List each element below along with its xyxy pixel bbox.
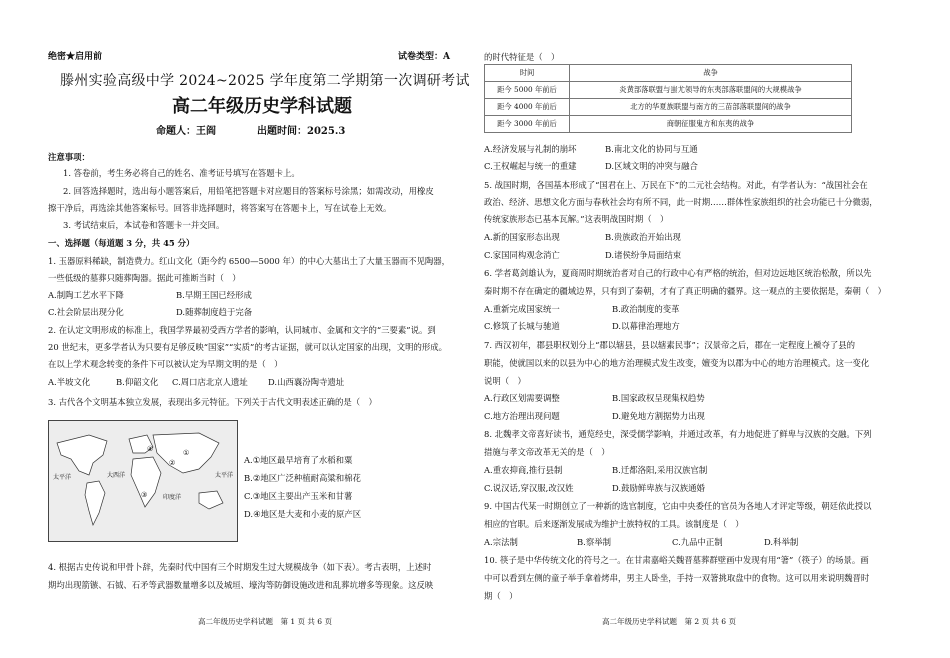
q9-stem-a: 9. 中国古代某一时期创立了一种新的选官制度，它由中央委任的官员为各地人才评定等级，朝廷依此授以: [484, 501, 872, 511]
q4-stem-a: 4. 根据古史传说和甲骨卜辞，先秦时代中国有三个时期发生过大规模战争（如下表）。考古表明，上述时: [48, 562, 432, 572]
map-label-pacific-east: 太平洋: [215, 472, 234, 479]
map-label-indian: 印度洋: [163, 494, 182, 501]
q8-stem-b: 措施与孝文帝改革无关的是（ ）: [484, 447, 610, 457]
page-2-footer: 高二年级历史学科试题 第 2 页 共 6 页: [602, 617, 736, 626]
q4-option-c: C.王权崛起与统一的重建: [484, 161, 577, 171]
section-1-title: 一、选择题（每道题 3 分，共 45 分）: [48, 238, 195, 248]
q9-option-b: B.察举制: [577, 537, 611, 547]
world-map-svg: [49, 421, 237, 541]
q6-option-a: A.重新完成国家统一: [484, 304, 560, 314]
q9-option-c: C.九品中正制: [672, 537, 723, 547]
q4-stem-c: 的时代特征是（ ）: [484, 52, 560, 62]
q8-option-b: B.迁都洛阳,采用汉族官制: [612, 465, 708, 475]
q7-option-c: C.地方治理出现问题: [484, 411, 560, 421]
q1-option-b: B.早期王国已经形成: [176, 290, 252, 300]
q7-option-d: D.避免地方割据势力出现: [612, 411, 705, 421]
q4-option-b: B.南北文化的协同与互通: [605, 144, 698, 154]
q9-option-a: A.宗法制: [484, 537, 518, 547]
q8-stem-a: 8. 北魏孝文帝喜好读书，通览经史，深受儒学影响，并通过改革，有力地促进了鲜卑与汉族的交融。下列: [484, 429, 872, 439]
q3-stem: 3. 古代各个文明基本独立发展，表现出多元特征。下列关于古代文明表述正确的是（ ）: [48, 397, 377, 407]
q2-option-c: C.周口店北京人遗址: [172, 377, 248, 387]
q8-option-c: C.说汉话,穿汉服,改汉姓: [484, 483, 574, 493]
q8-option-a: A.重农抑商,推行县制: [484, 465, 563, 475]
table-cell: 炎黄部落联盟与蚩尤领导的东夷部落联盟间的大规模战争: [570, 82, 852, 99]
q2-stem-a: 2. 在认定文明形成的标准上，我国学界最初受西方学者的影响，认同城市、金属和文字的“三要素”说。到: [48, 325, 436, 335]
secret-label: 绝密★启用前: [48, 52, 103, 62]
q10-stem-c: 期（ ）: [484, 591, 518, 601]
q7-option-b: B.国家政权呈现集权趋势: [612, 393, 705, 403]
table-cell: 商朝征服鬼方和东夷的战争: [570, 116, 852, 133]
table-row: [485, 99, 852, 116]
q7-stem-a: 7. 西汉初年，郡县职权划分上“郡以辖县，县以辖素民事”；汉景帝之后，郡在一定程度上褫夺了县的: [484, 340, 855, 350]
q6-option-d: D.以幕律治理地方: [612, 321, 680, 331]
q5-option-d: D.诸侯纷争局面结束: [605, 250, 682, 260]
war-table: [484, 64, 852, 133]
q1-option-d: D.随葬制度趋于完备: [176, 307, 253, 317]
q1-option-a: A.制陶工艺水平下降: [48, 290, 124, 300]
table-row: [485, 82, 852, 99]
note-1: 1. 答卷前，考生务必将自己的姓名、准考证号填写在答题卡上。: [63, 168, 300, 178]
q9-option-d: D.科举制: [764, 537, 799, 547]
q10-stem-b: 中可以看到左侧的童子举手拿着烤串，男主人卧坐，手持一双箸挑取盘中的食物。这可以用来说明魏晋时: [484, 573, 870, 583]
table-header-cell: 战争: [570, 65, 852, 82]
map-label-2: ②: [169, 459, 176, 467]
q4-stem-b: 期均出现箭镞、石钺、石矛等武器数量增多以及城垣、壕沟等防御设施改进和乱葬坑增多等现象。这反映: [48, 580, 434, 590]
q2-option-a: A.半坡文化: [48, 377, 91, 387]
q2-option-d: D.山西襄汾陶寺遗址: [268, 377, 345, 387]
q4-option-d: D.区域文明的冲突与融合: [605, 161, 698, 171]
q10-stem-a: 10. 筷子是中华传统文化的符号之一。在甘肃嘉峪关魏晋墓葬群壁画中发现有用“箸”（筷子）的场景。画: [484, 555, 869, 565]
q5-option-b: B.贵族政治开始出现: [605, 232, 681, 242]
q6-option-b: B.政治制度的变革: [612, 304, 680, 314]
q6-stem-b: 秦时期不存在确定的疆域边界，只有到了秦朝，才有了真正明确的疆界。这一观点的主要依据是，秦朝（ ）: [484, 286, 886, 296]
q6-stem-a: 6. 学者葛剑雄认为，夏商周时期统治者对自己的行政中心有严格的统治，但对边远地区统治松散，所以先: [484, 268, 872, 278]
map-label-1: ①: [183, 449, 190, 457]
q5-option-a: A.新的国家形态出现: [484, 232, 560, 242]
table-row: [485, 116, 852, 133]
q7-stem-b: 职能，使就国以来的以县为中心的地方治理模式发生改变，嬗变为以郡为中心的地方治理模式。这一变化: [484, 358, 870, 368]
note-2a: 2. 回答选择题时，选出每小题答案后，用铅笔把答题卡对应题目的答案标号涂黑；如需改动，用橡皮: [63, 186, 434, 196]
q4-option-a: A.经济发展与礼制的崩坏: [484, 144, 577, 154]
school-title: 滕州实验高级中学 2024~2025 学年度第二学期第一次调研考试: [60, 73, 470, 89]
table-header-cell: 时间: [485, 65, 570, 82]
notes-title: 注意事项：: [48, 152, 90, 162]
q3-option-d: D.④地区是大麦和小麦的原产区: [244, 509, 362, 519]
q1-stem-b: 一些低级的墓葬只随葬陶器。据此可推断当时（ ）: [48, 273, 241, 283]
exam-title: 高二年级历史学科试题: [172, 96, 352, 117]
map-label-pacific-west: 太平洋: [53, 474, 72, 481]
q3-option-c: C.③地区主要出产玉米和甘薯: [244, 491, 353, 501]
q2-stem-c: 在以上学术观念转变的条件下可以被认定为早期文明的是（ ）: [48, 359, 283, 369]
author: 命题人：王阎: [156, 126, 216, 137]
exam-date: 出题时间：2025.3: [257, 126, 346, 137]
map-label-3: ③: [141, 491, 148, 499]
table-cell: 距今 3000 年前后: [485, 116, 570, 133]
q7-stem-c: 说明（ ）: [484, 376, 526, 386]
paper-type: 试卷类型：A: [398, 52, 450, 62]
q7-option-a: A.行政区划需要调整: [484, 393, 560, 403]
table-cell: 距今 5000 年前后: [485, 82, 570, 99]
q9-stem-b: 相应的官职。后来逐渐发展成为维护士族特权的工具。该制度是（ ）: [484, 519, 744, 529]
q5-stem-a: 5. 战国时期，各国基本形成了“国君在上、万民在下”的二元社会结构。对此，有学者认为：“战国社会在: [484, 180, 868, 190]
world-map-image: [48, 420, 238, 542]
q5-option-c: C.家国同构观念消亡: [484, 250, 560, 260]
q3-option-a: A.①地区最早培育了水稻和粟: [244, 455, 353, 465]
q1-option-c: C.社会阶层出现分化: [48, 307, 124, 317]
q1-stem-a: 1. 玉器原料稀缺，制造费力。红山文化（距今约 6500—5000 年）的中心大墓出土了大量玉器而不见陶器，: [48, 256, 450, 266]
note-3: 3. 考试结束后，本试卷和答题卡一并交回。: [63, 220, 225, 230]
table-header-row: [485, 65, 852, 82]
map-label-4: ④: [147, 445, 154, 453]
page-1-footer: 高二年级历史学科试题 第 1 页 共 6 页: [198, 617, 332, 626]
q5-stem-c: 传统家族形态已基本瓦解。”这表明战国时期（ ）: [484, 214, 669, 224]
q3-option-b: B.②地区广泛种植耐高粱和棉花: [244, 473, 361, 483]
q6-option-c: C.修筑了长城与驰道: [484, 321, 560, 331]
q5-stem-b: 政治、经济、思想文化方面与春秋社会均有所不同，此一时期……群体性家族组织的社会功能已十分微弱，: [484, 197, 878, 207]
map-label-atlantic: 大西洋: [107, 472, 126, 479]
note-2b: 擦干净后，再选涂其他答案标号。回答非选择题时，将答案写在答题卡上，写在试卷上无效。: [48, 203, 392, 213]
q8-option-d: D.鼓励鲜卑族与汉族通婚: [612, 483, 705, 493]
table-cell: 距今 4000 年前后: [485, 99, 570, 116]
q2-option-b: B.仰韶文化: [116, 377, 159, 387]
q2-stem-b: 20 世纪末，更多学者认为只要有足够反映“国家”“实质”的考古证据，就可以认定国家的出现，文明的形成。: [48, 342, 447, 352]
table-cell: 北方的华夏族联盟与南方的三苗部落联盟间的战争: [570, 99, 852, 116]
